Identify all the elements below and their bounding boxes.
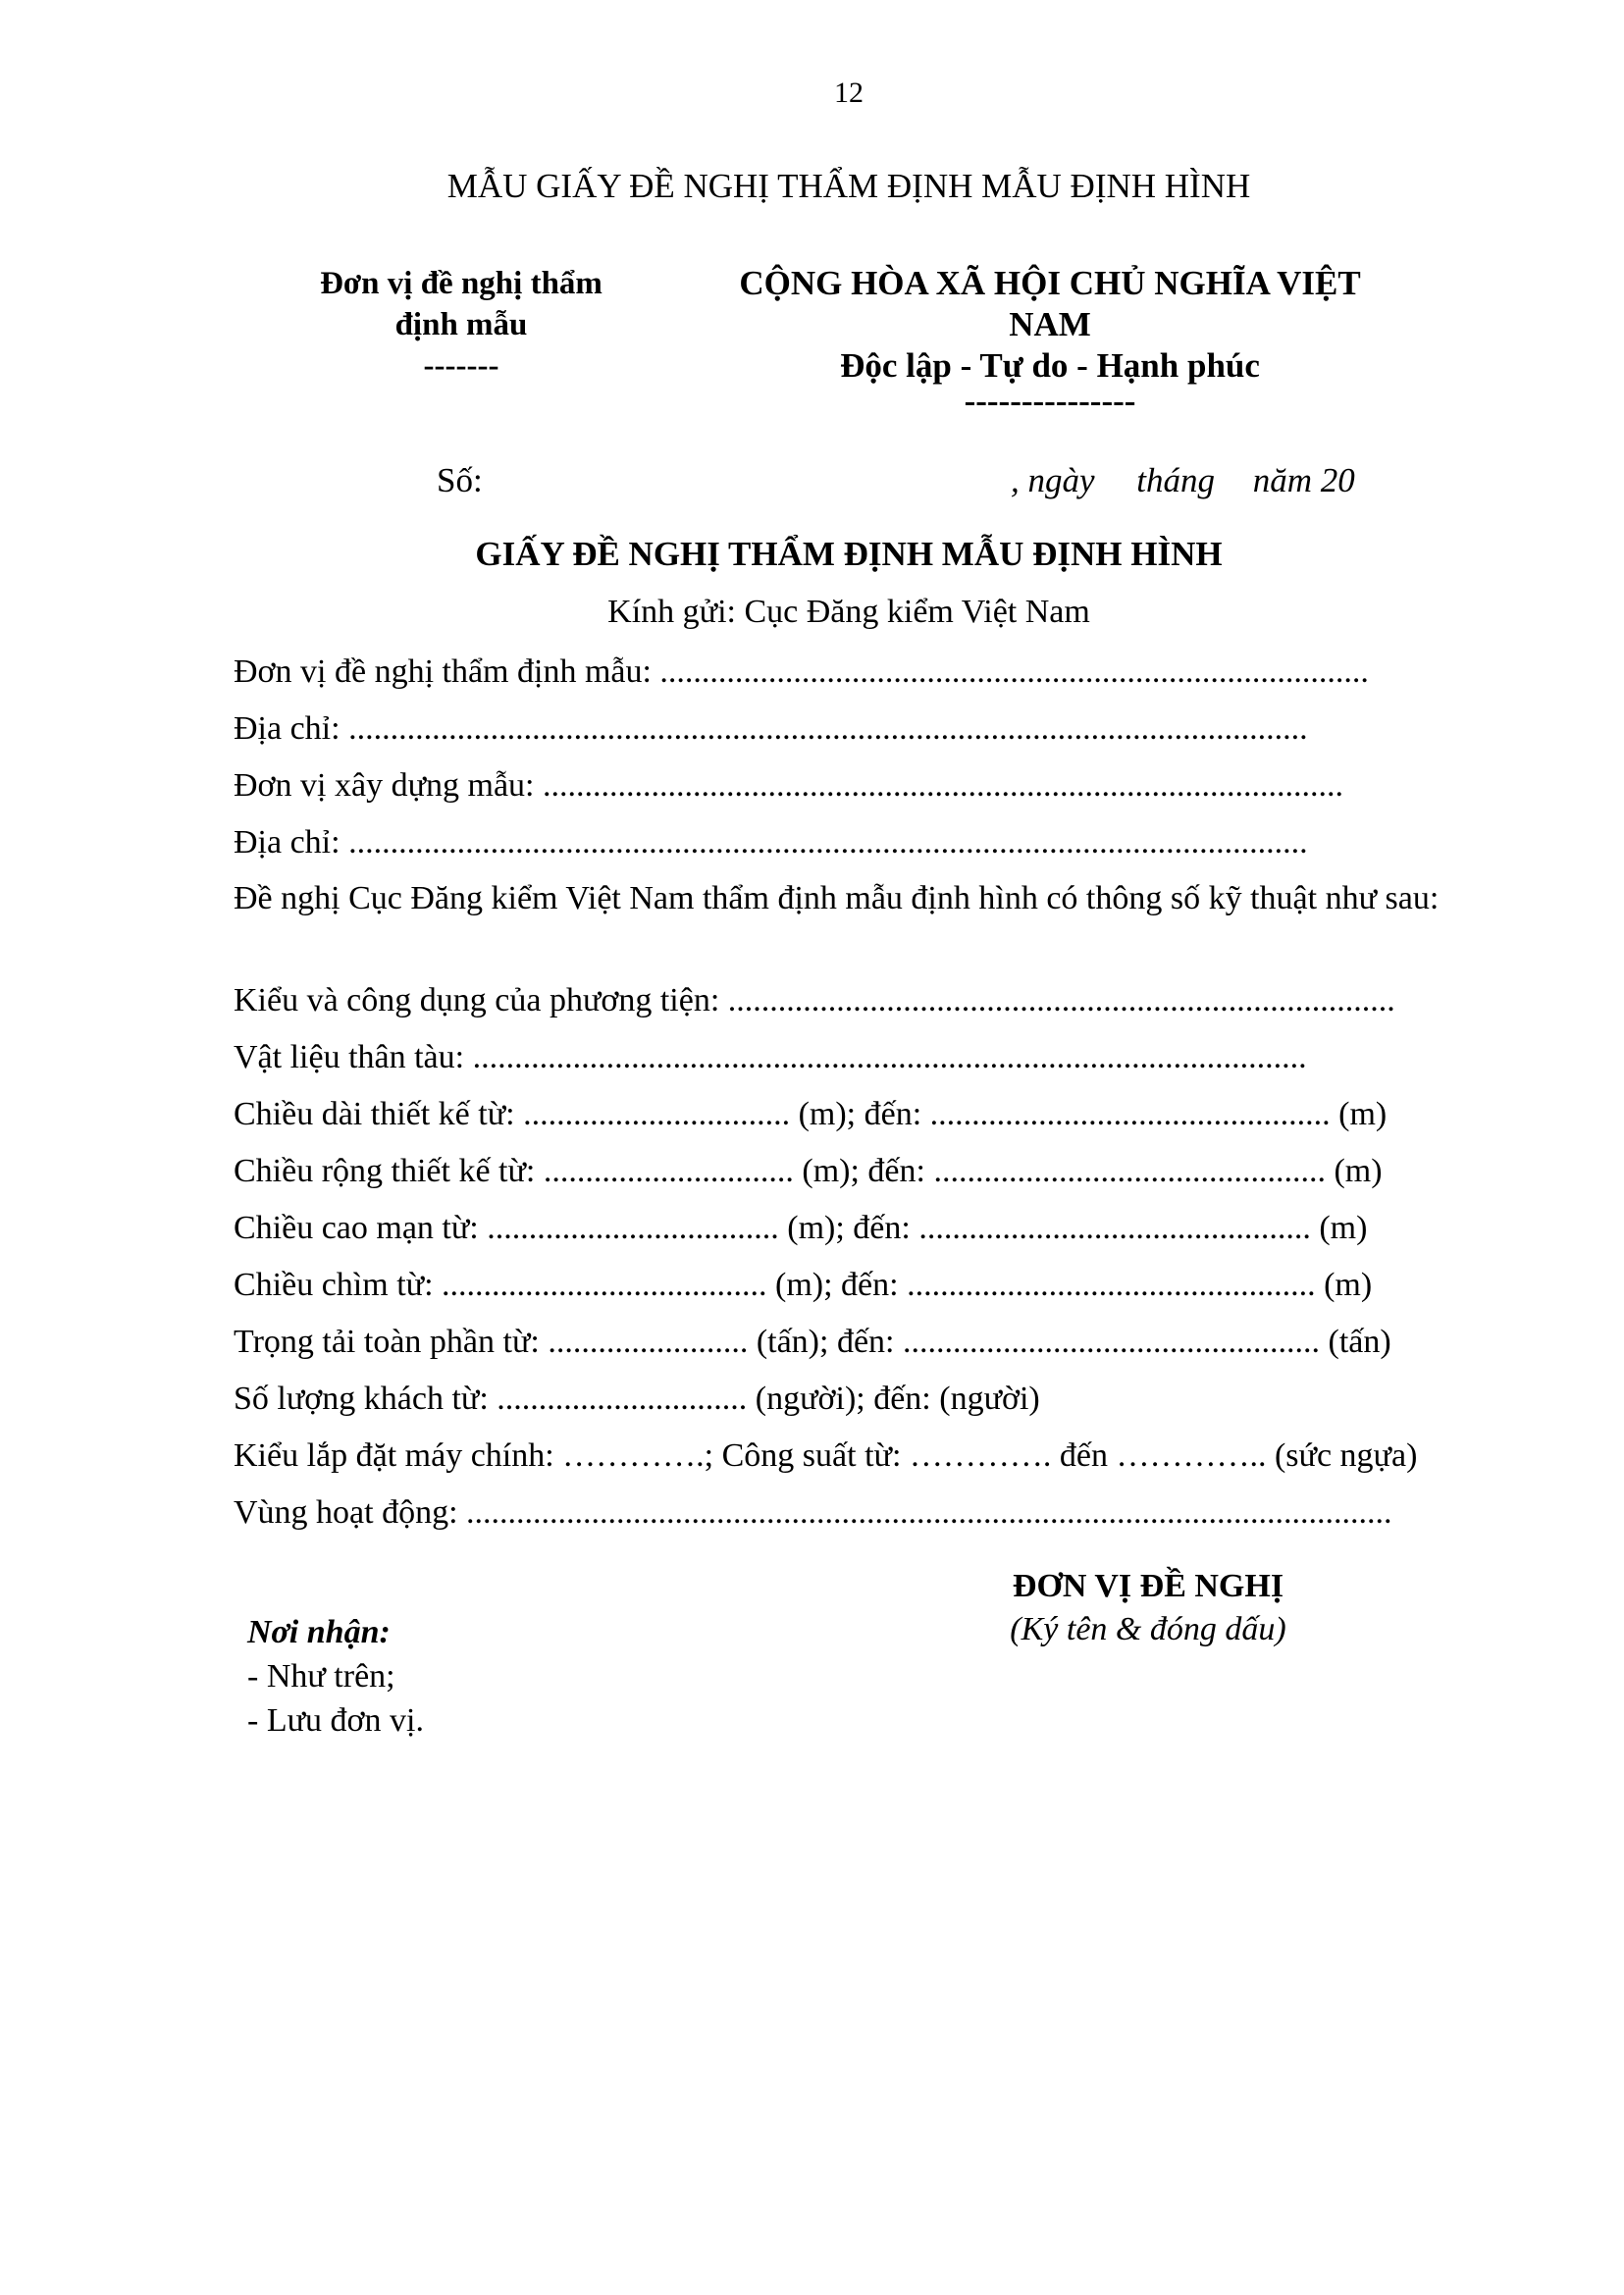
date-year: năm 20 bbox=[1252, 461, 1355, 499]
date-line bbox=[1011, 461, 1355, 500]
form-title: MẪU GIẤY ĐỀ NGHỊ THẨM ĐỊNH MẪU ĐỊNH HÌNH bbox=[446, 167, 1251, 205]
design-breadth-field: Chiều rộng thiết kế từ: .............................. (m); đến: ............................................... (m) bbox=[234, 1153, 1383, 1189]
applicant-org-line2: định mẫu bbox=[394, 307, 528, 342]
hull-material-field: Vật liệu thân tàu: .................................................................................................... bbox=[234, 1039, 1307, 1075]
designer-address-field: Địa chỉ: ................................................................................................................... bbox=[234, 824, 1308, 861]
recipient-item: - Như trên; bbox=[247, 1658, 395, 1695]
page-number: 12 bbox=[834, 77, 864, 109]
signature-note: (Ký tên & đóng dấu) bbox=[1010, 1611, 1286, 1647]
date-month: tháng bbox=[1136, 461, 1216, 499]
recipient-item: - Lưu đơn vị. bbox=[247, 1702, 424, 1739]
passenger-count-field: Số lượng khách từ: .............................. (người); đến: (người) bbox=[234, 1381, 1040, 1417]
request-paragraph: Đề nghị Cục Đăng kiểm Việt Nam thẩm định mẫu định hình có thông số kỹ thuật như sau: bbox=[234, 880, 1440, 916]
recipients-label: Nơi nhận: bbox=[247, 1614, 391, 1650]
draught-field: Chiều chìm từ: ....................................... (m); đến: ................................................. (m) bbox=[234, 1267, 1373, 1303]
signer-title: ĐƠN VỊ ĐỀ NGHỊ bbox=[1012, 1568, 1284, 1604]
national-motto-header bbox=[682, 263, 1418, 422]
recipient-line: Kính gửi: Cục Đăng kiểm Việt Nam bbox=[607, 594, 1090, 630]
operating-area-field: Vùng hoạt động: ............................................................................................................... bbox=[234, 1494, 1392, 1531]
applicant-org-header bbox=[245, 263, 677, 387]
document-number-label: Số: bbox=[437, 461, 483, 499]
vessel-type-field: Kiểu và công dụng của phương tiện: ................................................................................ bbox=[234, 982, 1395, 1018]
country-name-line1: CỘNG HÒA XÃ HỘI CHỦ NGHĨA VIỆT bbox=[739, 264, 1361, 302]
applicant-org-field: Đơn vị đề nghị thẩm định mẫu: ..................................................................................... bbox=[234, 653, 1369, 690]
document-title: GIẤY ĐỀ NGHỊ THẨM ĐỊNH MẪU ĐỊNH HÌNH bbox=[475, 535, 1223, 573]
design-length-field: Chiều dài thiết kế từ: ................................ (m); đến: ................................................ (m) bbox=[234, 1096, 1388, 1132]
main-engine-field: Kiểu lắp đặt máy chính: ………….; Công suất từ: …………. đến ………….. (sức ngựa) bbox=[234, 1437, 1418, 1474]
depth-field: Chiều cao mạn từ: ................................... (m); đến: ............................................... (m) bbox=[234, 1210, 1368, 1246]
applicant-org-separator: ------- bbox=[423, 348, 499, 384]
country-name-line2: NAM bbox=[1009, 305, 1091, 343]
motto: Độc lập - Tự do - Hạnh phúc bbox=[840, 346, 1260, 385]
designer-org-field: Đơn vị xây dựng mẫu: ................................................................................................ bbox=[234, 767, 1343, 804]
deadweight-field: Trọng tải toàn phần từ: ........................ (tấn); đến: .................................................. (tấn) bbox=[234, 1324, 1391, 1360]
applicant-address-field: Địa chỉ: ................................................................................................................... bbox=[234, 710, 1308, 747]
date-day: , ngày bbox=[1011, 461, 1095, 499]
motto-separator: --------------- bbox=[964, 382, 1136, 420]
applicant-org-line1: Đơn vị đề nghị thẩm bbox=[320, 266, 602, 301]
